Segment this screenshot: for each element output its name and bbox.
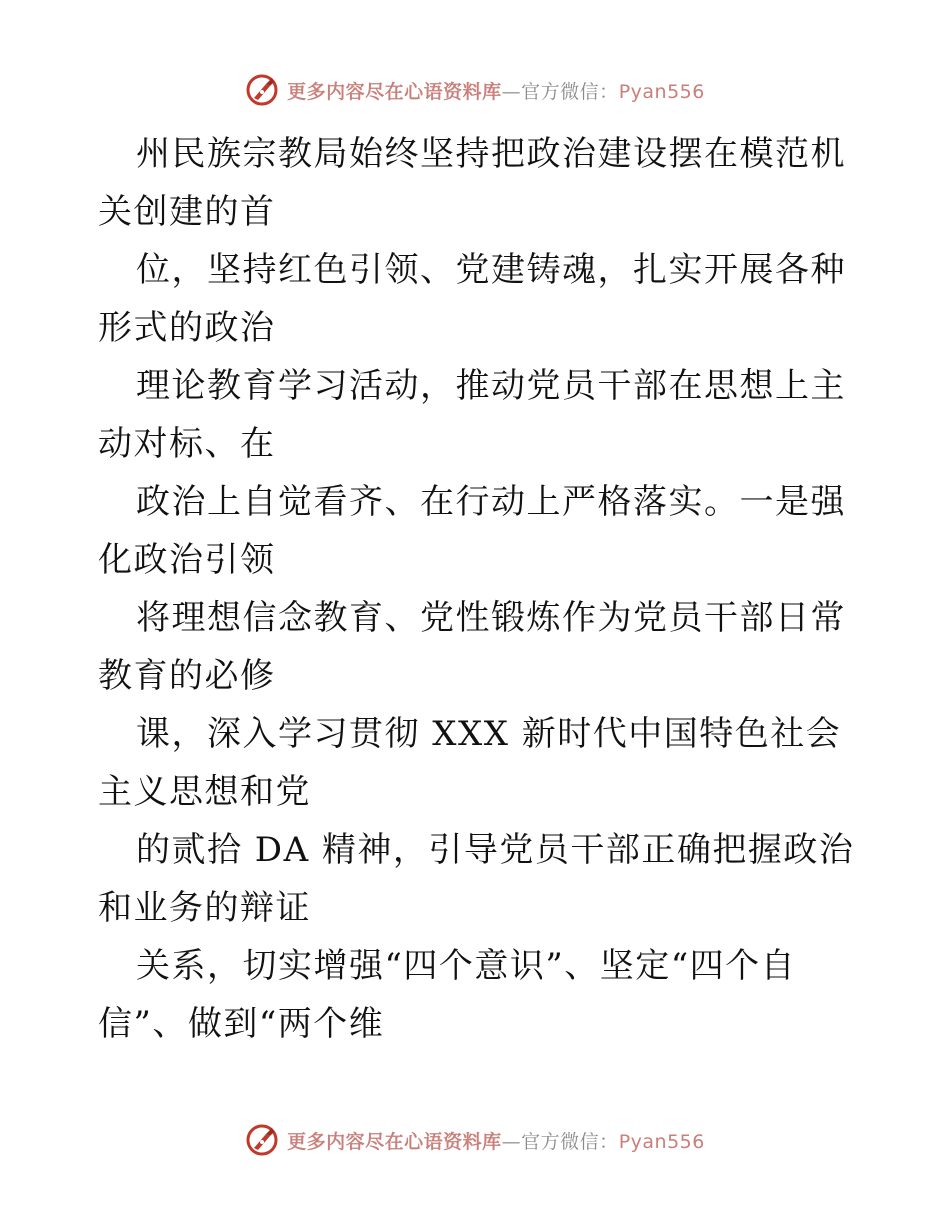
watermark-dash: — xyxy=(501,80,522,103)
watermark-text xyxy=(287,77,705,104)
watermark-text xyxy=(287,1127,705,1154)
paragraph-8: 关系，切实增强“四个意识”、坚定“四个自信”、做到“两个维 xyxy=(98,946,797,1044)
watermark-wechat-id: Pyan556 xyxy=(618,80,705,103)
watermark-brand: 更多内容尽在心语资料库 xyxy=(287,80,502,103)
paragraph-1: 州民族宗教局始终坚持把政治建设摆在模范机关创建的首 xyxy=(98,134,846,232)
watermark-dash: — xyxy=(501,1130,522,1153)
paragraph-7: 的贰拾 DA 精神，引导党员干部正确把握政治和业务的辩证 xyxy=(98,830,855,928)
paragraph-3: 理论教育学习活动，推动党员干部在思想上主动对标、在 xyxy=(98,366,846,464)
watermark-wechat-label: 官方微信： xyxy=(521,80,619,103)
paragraph-6: 课，深入学习贯彻 XXX 新时代中国特色社会主义思想和党 xyxy=(98,714,842,812)
paragraph-4: 政治上自觉看齐、在行动上严格落实。一是强化政治引领 xyxy=(98,482,846,580)
watermark-wechat-label: 官方微信： xyxy=(521,1130,619,1153)
watermark-wechat-id: Pyan556 xyxy=(618,1130,705,1153)
watermark-brand: 更多内容尽在心语资料库 xyxy=(287,1130,502,1153)
paragraph-2: 位，坚持红色引领、党建铸魂，扎实开展各种形式的政治 xyxy=(98,250,846,348)
paragraph-5: 将理想信念教育、党性锻炼作为党员干部日常教育的必修 xyxy=(98,598,846,696)
pen-nib-logo-icon xyxy=(245,1123,279,1157)
footer-watermark xyxy=(0,1120,950,1160)
header-watermark xyxy=(0,70,950,110)
pen-nib-logo-icon xyxy=(245,73,279,107)
document-body xyxy=(98,125,858,1053)
